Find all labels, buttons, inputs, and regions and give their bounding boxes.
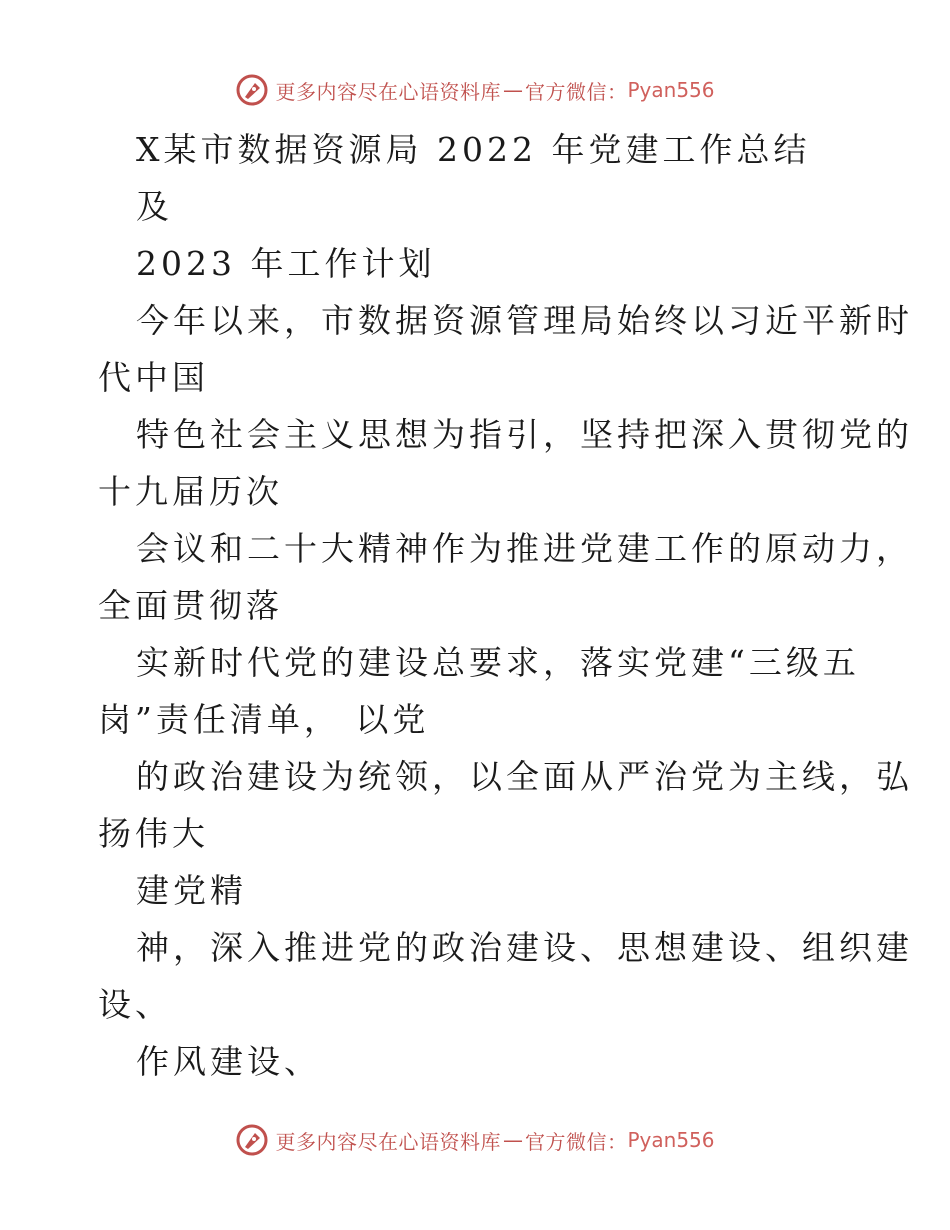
footer-watermark — [0, 1120, 950, 1160]
paragraph-line: 的政治建设为统领，以全面从严治党为主线，弘 — [136, 757, 913, 796]
watermark-id: Pyan556 — [627, 1128, 715, 1152]
doc-title-line-1: X某市数据资源局 2022 年党建工作总结 — [136, 130, 811, 169]
paragraph-line: 今年以来，市数据资源管理局始终以习近平新时 — [136, 301, 913, 340]
watermark-label: 官方微信： — [524, 79, 628, 104]
doc-title-line-2: 及 — [136, 187, 173, 226]
watermark-text: 更多内容尽在心语资料库 — [275, 79, 501, 104]
watermark-dash: — — [502, 1128, 523, 1152]
paragraph-line: 十九届历次 — [98, 472, 283, 511]
paragraph-line: 建党精 — [136, 871, 247, 910]
watermark-text: 更多内容尽在心语资料库 — [275, 1129, 501, 1154]
pen-nib-circle-icon — [235, 1123, 269, 1157]
watermark-label: 官方微信： — [524, 1129, 628, 1154]
paragraph-line: 会议和二十大精神作为推进党建工作的原动力， — [136, 529, 913, 568]
pen-nib-circle-icon — [235, 73, 269, 107]
watermark-id: Pyan556 — [627, 78, 715, 102]
header-watermark — [0, 70, 950, 110]
paragraph-line: 扬伟大 — [98, 814, 209, 853]
paragraph-line: 作风建设、 — [136, 1042, 321, 1081]
watermark-dash: — — [502, 78, 523, 102]
paragraph-line: 特色社会主义思想为指引，坚持把深入贯彻党的 — [136, 415, 913, 454]
paragraph-line: 实新时代党的建设总要求，落实党建“三级五 — [136, 643, 860, 682]
paragraph-line: 全面贯彻落 — [98, 586, 283, 625]
paragraph-line: 代中国 — [98, 358, 209, 397]
paragraph-line: 设、 — [98, 985, 172, 1024]
doc-title-line-3: 2023 年工作计划 — [136, 244, 436, 283]
paragraph-line: 岗”责任清单， 以党 — [98, 700, 430, 739]
paragraph-line: 神，深入推进党的政治建设、思想建设、组织建 — [136, 928, 913, 967]
